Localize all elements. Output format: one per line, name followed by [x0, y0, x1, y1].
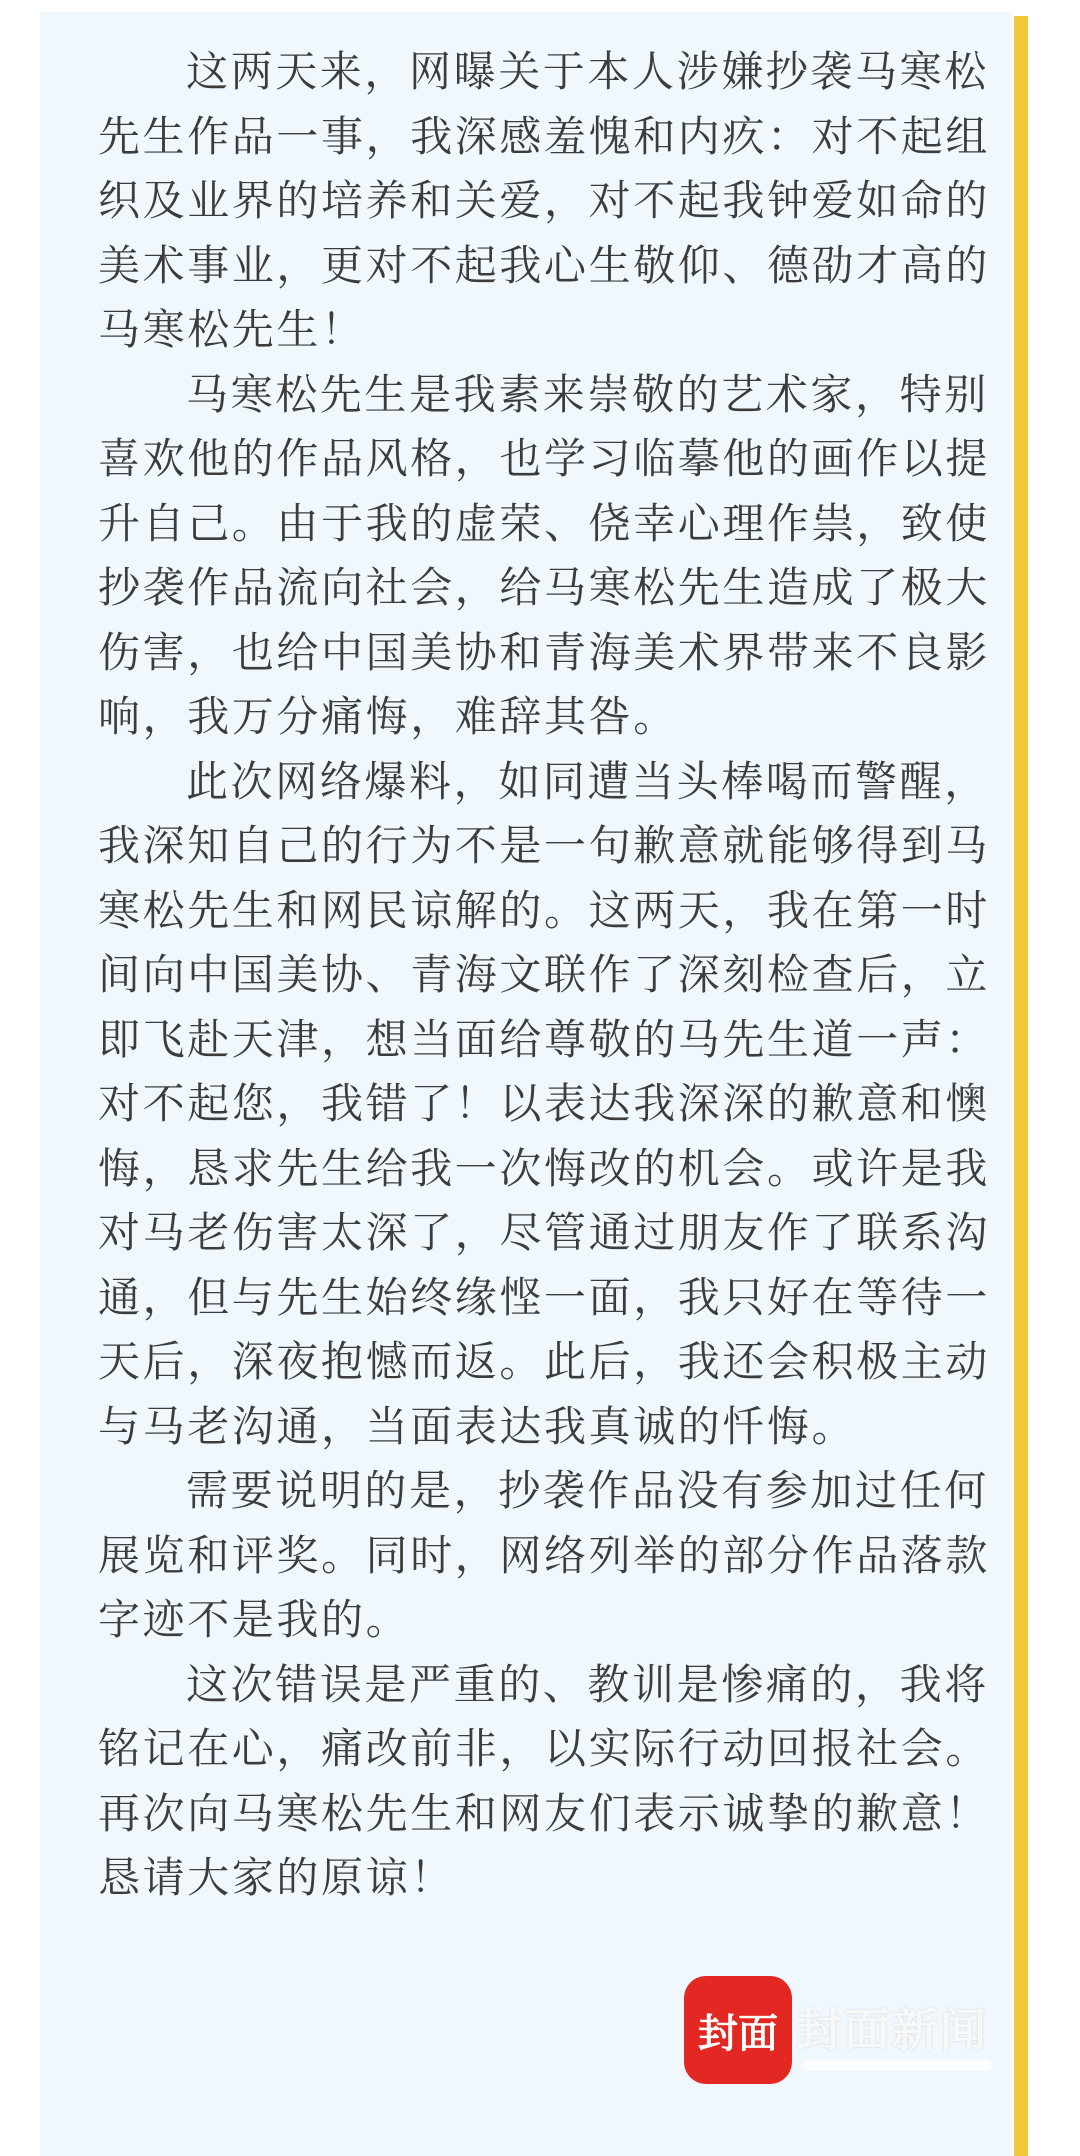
- letter-line: 升自己。由于我的虚荣、侥幸心理作祟，致使: [98, 498, 991, 548]
- letter-line: 展览和评奖。同时，网络列举的部分作品落款: [98, 1530, 991, 1580]
- letter-line: 我深知自己的行为不是一句歉意就能够得到马: [98, 821, 991, 870]
- letter-paragraph: [98, 750, 991, 1460]
- letter-line: 马寒松先生是我素来崇敬的艺术家，特别: [186, 369, 989, 419]
- watermark-badge: 封面: [684, 1976, 792, 2084]
- letter-line: 通，但与先生始终缘悭一面，我只好在等待一: [98, 1272, 991, 1322]
- gold-side-rule: [1014, 16, 1028, 2156]
- letter-line: 这次错误是严重的、教训是惨痛的，我将: [186, 1659, 989, 1709]
- letter-line: 需要说明的是，抄袭作品没有参加过任何: [186, 1466, 989, 1515]
- letter-line: 对马老伤害太深了，尽管通过朋友作了联系沟: [98, 1208, 991, 1257]
- letter-line: 寒松先生和网民谅解的。这两天，我在第一时: [98, 885, 991, 935]
- letter-line: 先生作品一事，我深感羞愧和内疚：对不起组: [98, 111, 991, 161]
- letter-line: 此次网络爆料，如同遭当头棒喝而警醒，: [186, 756, 989, 806]
- watermark-underline: [802, 2060, 992, 2070]
- letter-line: 这两天来，网曝关于本人涉嫌抄袭马寒松: [186, 47, 989, 96]
- letter-line: 与马老沟通，当面表达我真诚的忏悔。: [98, 1401, 857, 1451]
- letter-line: 对不起您，我错了！以表达我深深的歉意和懊: [98, 1079, 991, 1128]
- letter-line: 伤害，也给中国美协和青海美术界带来不良影: [98, 627, 991, 677]
- letter-line: 抄袭作品流向社会，给马寒松先生造成了极大: [98, 563, 991, 612]
- letter-paragraph: [98, 40, 991, 363]
- letter-paragraph: [98, 363, 991, 750]
- letter-paragraph: [98, 1459, 991, 1653]
- letter-line: 再次向马寒松先生和网友们表示诚挚的歉意！: [98, 1788, 991, 1838]
- letter-line: 马寒松先生！: [98, 305, 366, 354]
- apology-letter-body: [98, 40, 991, 1911]
- letter-paragraph: [98, 1653, 991, 1911]
- letter-line: 铭记在心，痛改前非，以实际行动回报社会。: [98, 1724, 991, 1773]
- letter-line: 天后，深夜抱憾而返。此后，我还会积极主动: [98, 1337, 991, 1386]
- letter-line: 美术事业，更对不起我心生敬仰、德劭才高的: [98, 240, 991, 290]
- letter-line: 恳请大家的原谅！: [98, 1853, 455, 1902]
- letter-line: 间向中国美协、青海文联作了深刻检查后，立: [98, 950, 991, 999]
- letter-line: 织及业界的培养和关爱，对不起我钟爱如命的: [98, 176, 991, 225]
- letter-line: 即飞赴天津，想当面给尊敬的马先生道一声：: [98, 1014, 991, 1064]
- letter-line: 悔，恳求先生给我一次悔改的机会。或许是我: [98, 1143, 991, 1193]
- letter-line: 喜欢他的作品风格，也学习临摹他的画作以提: [98, 434, 991, 483]
- letter-line: 响，我万分痛悔，难辞其咎。: [98, 692, 678, 741]
- news-watermark: [684, 1976, 1004, 2092]
- letter-line: 字迹不是我的。: [98, 1595, 411, 1644]
- watermark-brand-text: 封面新闻: [796, 2003, 988, 2057]
